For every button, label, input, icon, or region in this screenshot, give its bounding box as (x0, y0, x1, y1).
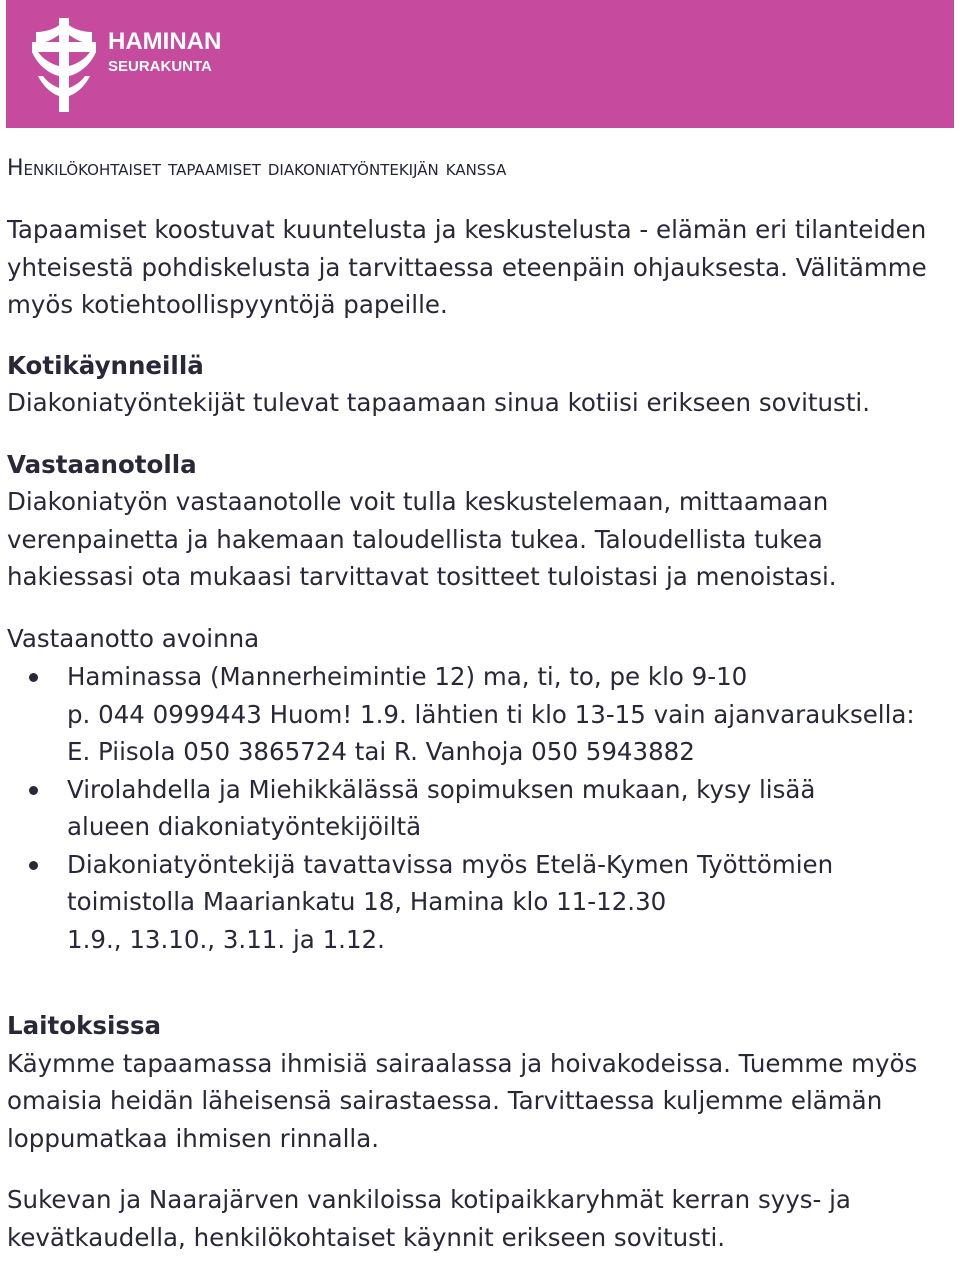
document-title: Henkilökohtaiset tapaamiset diakoniatyöntekijän kanssa (7, 156, 507, 181)
list-item-line: Diakoniatyöntekijä tavattavissa myös Etelä-Kymen Työttömien (67, 849, 834, 879)
list-item-line: p. 044 0999443 Huom! 1.9. lähtien ti klo 13-15 vain ajanvarauksella: (67, 699, 915, 729)
list-item-line: toimistolla Maariankatu 18, Hamina klo 11-12.30 (67, 887, 667, 916)
logo-subtitle: SEURAKUNTA (108, 58, 212, 75)
list-item-line: Virolahdella ja Miehikkälässä sopimuksen mukaan, kysy lisää (67, 774, 816, 804)
list-item-line: alueen diakoniatyöntekijöiltä (67, 812, 422, 841)
header-banner (6, 0, 954, 128)
institutions-text: Käymme tapaamassa ihmisiä sairaalassa ja hoivakodeissa. Tuemme myös omaisia heidän läheisensä sairastaessa. Tarvittaessa kuljemme elämän loppumatkaa ihmisen rinnalla. (7, 1048, 918, 1153)
reception-text: Diakoniatyön vastaanotolle voit tulla keskustelemaan, mittaamaan verenpainetta ja hakemaan taloudellista tukea. Taloudellista tukea hakiessasi ota mukaasi tarvittavat tositteet tuloistasi ja menoistasi. (7, 487, 837, 591)
list-item-line: 1.9., 13.10., 3.11. ja 1.12. (67, 924, 385, 954)
intro-paragraph: Tapaamiset koostuvat kuuntelusta ja keskustelusta - elämän eri tilanteiden yhteisestä pohdiskelusta ja tarvittaessa eteenpäin ohjauksesta. Välitämme myös kotiehtoollispyyntöjä papeille. (7, 215, 927, 319)
prison-paragraph: Sukevan ja Naarajärven vankiloissa kotipaikkaryhmät kerran syys- ja kevätkaudella, henkilökohtaiset käynnit erikseen sovitusti. (7, 1185, 851, 1252)
list-item-line: Haminassa (Mannerheimintie 12) ma, ti, to, pe klo 9-10 (67, 662, 748, 691)
logo-title: HAMINAN (108, 28, 222, 55)
institutions-heading: Laitoksissa (7, 1011, 162, 1040)
list-item-line: E. Piisola 050 3865724 tai R. Vanhoja 050 5943882 (67, 737, 695, 766)
document-body (7, 151, 953, 1256)
home-visits-heading: Kotikäynneillä (7, 350, 204, 380)
cross-icon (28, 18, 100, 114)
logo (28, 18, 221, 114)
logo-text (108, 30, 221, 74)
open-hours-list (7, 658, 953, 958)
list-item (7, 771, 953, 846)
list-item (7, 846, 953, 959)
reception-heading: Vastaanotolla (7, 449, 197, 479)
home-visits-text: Diakoniatyöntekijät tulevat tapaamaan sinua kotiisi erikseen sovitusti. (7, 388, 871, 417)
list-item (7, 658, 953, 771)
open-hours-label: Vastaanotto avoinna (7, 623, 260, 653)
